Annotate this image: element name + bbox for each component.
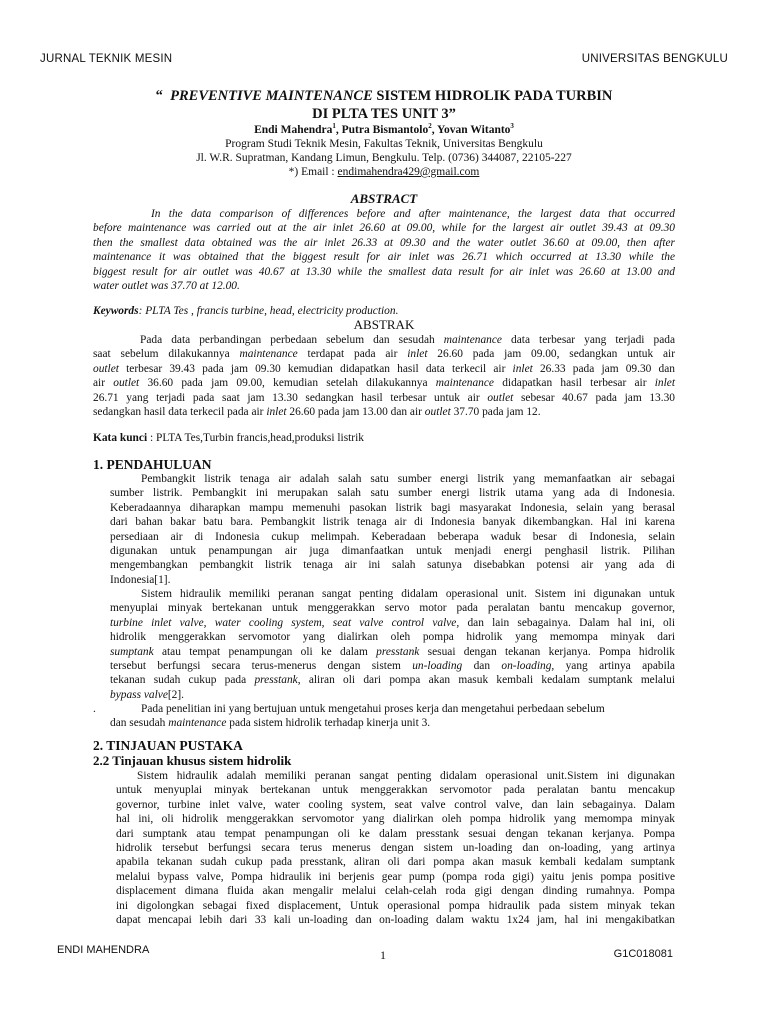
- author-list: Endi Mahendra$^1$, Putra Bismantolo$^2$, Yovan Witanto$^3$: [254, 122, 514, 136]
- paragraph-line: Indonesia[1].: [110, 573, 171, 586]
- paragraph-line: dapat mencapai lebih dari 33 kali un-loading dan on-loading dalam waktu 1x24 jam, hal ini mengakibatkan: [116, 914, 675, 927]
- footer-author: ENDI MAHENDRA: [57, 944, 150, 956]
- abstract-en-line: before maintenance was carried out at the air inlet 26.60 at 09.00, while for the largest air outlet 39.43 at 09.30: [93, 222, 675, 235]
- paragraph-line: sumber listrik. Pembangkit ini merupakan salah satu sumber energi listrik utama yang ada di Indonesia.: [110, 487, 675, 500]
- affiliation-line1: Program Studi Teknik Mesin, Fakultas Teknik, Universitas Bengkulu: [225, 138, 543, 150]
- section-2-subheading: 2.2 Tinjauan khusus sistem hidrolik: [93, 753, 292, 768]
- paragraph-line: hal ini, oli hidrolik menggerakkan servomotor yang dialirkan oleh pompa hidrolik yang memompa minyak: [116, 813, 675, 826]
- abstrak-id-body: [93, 333, 675, 419]
- paragraph-line: turbine inlet valve, water cooling system, seat valve control valve, dan lain sebagainya. Dalam hal ini, oli: [110, 616, 675, 629]
- kata-kunci-label: Kata kunci: [93, 432, 148, 444]
- footer-student-id: G1C018081: [613, 948, 673, 960]
- title-line1-rest: SISTEM HIDROLIK PADA TURBIN: [376, 88, 613, 104]
- abstrak-line: Pada data perbandingan perbedaan sebelum dan sesudah maintenance data terbesar yang terjadi pada: [140, 334, 675, 346]
- keywords-text: : PLTA Tes , francis turbine, head, electricity production.: [138, 305, 399, 317]
- email-label: *) Email :: [288, 166, 338, 178]
- paragraph-line: displacement dimana fluida akan mengalir melalui celah-celah roda gigi dengan dinding rumahnya. Pompa: [116, 885, 675, 898]
- paragraph-line: untuk menyuplai minyak bertekanan untuk menggerakkan servomotor pada peralatan bantu mencakup: [116, 784, 675, 797]
- paragraph-line: digunakan untuk penampungan air juga dimanfaatkan untuk menjadi energi penghasil listrik. Pilihan: [110, 545, 675, 558]
- paragraph-bullet: .: [93, 703, 96, 715]
- paragraph-line: tekanan sudah cukup pada presstank, aliran oli dari pompa akan masuk kembali kedalam sumptank melalui: [110, 674, 675, 687]
- section-1-heading: 1. PENDAHULUAN: [93, 457, 212, 472]
- section-2-heading: 2. TINJAUAN PUSTAKA: [93, 738, 243, 753]
- paragraph-line: dari bahan bakar batu bara. Pembangkit listrik tenaga air di Indonesia banyak dikembangkan. Hal ini karena: [110, 516, 675, 529]
- affiliation-email: [0, 165, 768, 180]
- paragraph-line: hidrolik tersebut berfungsi secara terus menerus dengan sistem un-loading dan on-loading, yang artinya: [116, 842, 675, 855]
- university-name: UNIVERSITAS BENGKULU: [581, 53, 728, 65]
- kata-kunci-text: : PLTA Tes,Turbin francis,head,produksi listrik: [147, 432, 364, 444]
- keywords-label: Keywords: [93, 305, 139, 317]
- abstrak-line: 26.71 yang terjadi pada saat jam 13.30 sedangkan hasil terbesar untuk air outlet sebesar 40.67 pada jam 13.30: [93, 391, 675, 404]
- paragraph-line: Pada penelitian ini yang bertujuan untuk mengetahui proses kerja dan mengetahui perbedaan sebelum: [141, 703, 605, 715]
- paragraph-line: Sistem hidraulik adalah memiliki peranan sangat penting didalam operasional unit.Sistem ini digunakan: [137, 770, 675, 782]
- paragraph-line: ini digolongkan sebagai fixed displacement, Untuk operasional pompa hidraulik pada sistem minyak tekan: [116, 899, 675, 912]
- section-1-paragraph-3: [110, 702, 675, 731]
- author-1: Endi Mahendra: [254, 123, 333, 136]
- affiliation-line2: Jl. W.R. Supratman, Kandang Limun, Bengkulu. Telp. (0736) 344087, 22105-227: [196, 152, 572, 164]
- paragraph-line: dari sumptank atau tempat penampungan oli ke dalam presstank sesuai dengan tekanan kerjanya. Pompa: [116, 827, 675, 840]
- abstract-heading: ABSTRACT: [350, 191, 418, 206]
- abstract-en-line: maintenance it was obtained that the biggest result for air inlet was 26.71 which occurred at 13.30 while the: [93, 251, 675, 264]
- paragraph-line: tersebut berfungsi secara terus-menerus dengan sistem un-loading dan on-loading, yang artinya apabila: [110, 660, 675, 673]
- paragraph-line: sumptank atau tempat penampungan oli ke dalam presstank sesuai dengan tekanan kerjanya. Pompa hidrolik: [110, 645, 675, 658]
- abstrak-heading: ABSTRAK: [353, 317, 415, 332]
- author-3-sup: 3: [510, 122, 514, 130]
- author-1-sup: 1: [332, 122, 336, 130]
- author-2: Putra Bismantolo: [341, 123, 429, 136]
- paragraph-line: governor, turbine inlet valve, water cooling system, seat valve control valve, dan lain sebagainya. Dalam: [116, 798, 675, 811]
- abstrak-line: air outlet 36.60 pada jam 09.00, kemudian setelah dilakukannya maintenance didapatkan hasil terbesar air inlet: [93, 377, 675, 390]
- paragraph-line: Pembangkit listrik tenaga air adalah salah satu sumber energi listrik yang memanfaatkan air sebagai: [141, 473, 675, 485]
- title-open-quote: “: [155, 88, 163, 104]
- author-3: Yovan Witanto: [437, 123, 511, 136]
- abstract-en-line: then the smallest data obtained was the air inlet 26.33 at 09.30 and the water outlet 36.60 at 09.00, then after: [93, 236, 675, 249]
- page-number: 1: [380, 948, 386, 962]
- paragraph-line: hidrolik menggerakkan servomotor yang dialirkan oleh pompa hidrolik yang memompa minyak dari: [110, 631, 675, 644]
- author-2-sup: 2: [428, 122, 432, 130]
- title-italic-part: PREVENTIVE MAINTENANCE: [170, 88, 373, 104]
- kata-kunci-line: [93, 431, 364, 445]
- paper-title: [0, 88, 768, 105]
- abstrak-line: outlet terbesar 39.43 pada jam 09.30 kemudian didapatkan hasil data terkecil air inlet 26.33 pada jam 09.30 dan: [93, 362, 675, 375]
- abstrak-line: sedangkan hasil data terkecil pada air inlet 26.60 pada jam 13.00 dan air outlet 37.70 pada jam 12.: [93, 406, 541, 419]
- abstract-en-line: biggest result for air outlet was 40.67 at 13.30 while the smallest data result for air inlet was 26.60 at 13.00 and: [93, 265, 675, 278]
- abstrak-line: saat sebelum dilakukannya maintenance terdapat pada air inlet 26.60 pada jam 09.00, sedangkan untuk air: [93, 348, 675, 361]
- title-line2: DI PLTA TES UNIT 3”: [312, 106, 456, 122]
- paragraph-line: mengembangkan pembangkit listrik tenaga air ini salah satunya disebabkan potensi air yang ada di: [110, 559, 675, 572]
- paragraph-line: apabila tekanan sudah cukup pada presstank, aliran oli dari pompa akan masuk kembali kedalam sumptank: [116, 856, 675, 869]
- abstract-en-body: [93, 207, 675, 293]
- paragraph-line: Keberadaannya diharapkan mampu memenuhi pasokan listrik bagi masyarakat Indonesia, selain yang berasal: [110, 501, 675, 514]
- journal-name: JURNAL TEKNIK MESIN: [40, 53, 173, 65]
- section-2-paragraph-1: [116, 769, 675, 927]
- paragraph-line: melalui bypass valve, Pompa hidraulik ini berjenis gear pump (pompa roda gigi) yaitu jenis pompa positive: [116, 870, 675, 883]
- email-link[interactable]: endimahendra429@gmail.com: [337, 166, 480, 178]
- paragraph-line: bypass valve[2].: [110, 688, 185, 701]
- paragraph-line: persediaan air di Indonesia cukup melimpah. Keberadaan beberapa waduk besar di Indonesia, selain: [110, 530, 675, 543]
- paragraph-line: Sistem hidraulik memiliki peranan sangat penting didalam operasional unit. Sistem ini digunakan untuk: [141, 588, 675, 600]
- section-1-paragraph-1: [110, 472, 675, 587]
- paragraph-line: menyuplai minyak bertekanan untuk menggerakkan servo motor pada peralatan bantu mencakup governor,: [110, 602, 675, 615]
- section-1-paragraph-2: [110, 587, 675, 702]
- abstract-en-line: In the data comparison of differences before and after maintenance, the largest data that occurred: [151, 208, 675, 220]
- abstract-en-line: water outlet was 37.70 at 12.00.: [93, 280, 240, 293]
- paragraph-line: dan sesudah maintenance pada sistem hidrolik terhadap kinerja unit 3.: [110, 717, 431, 730]
